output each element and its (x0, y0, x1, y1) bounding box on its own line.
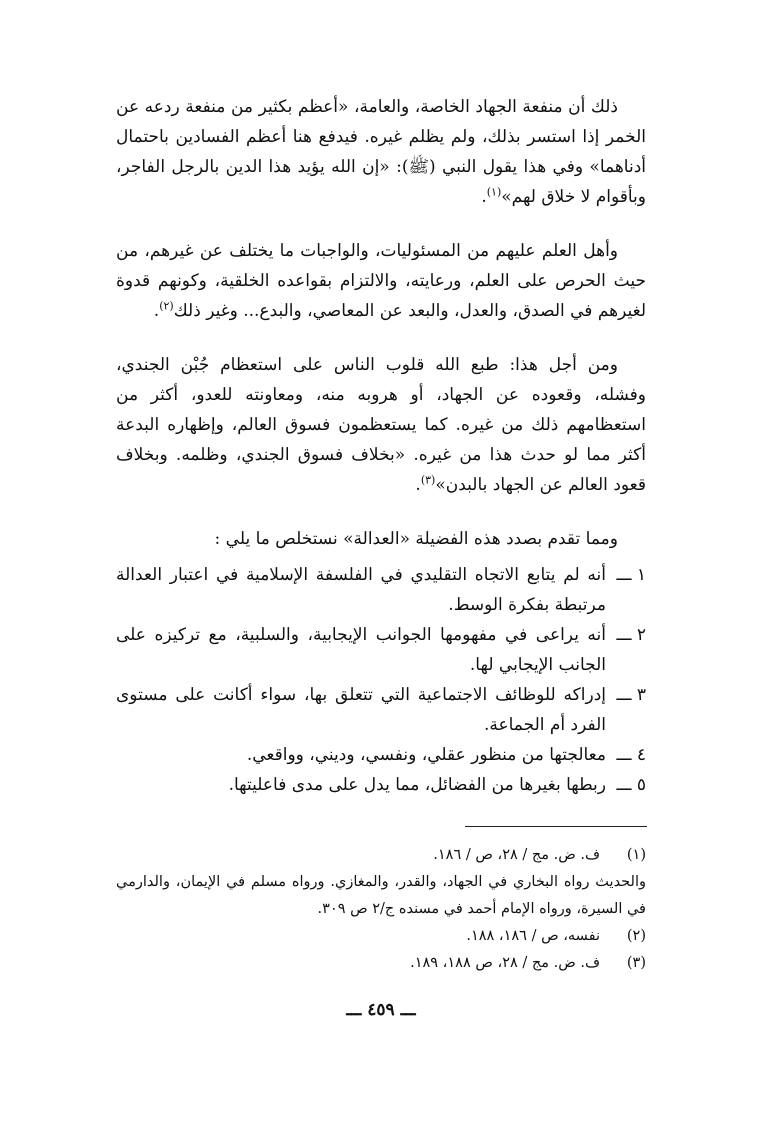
footnote-ref-2: (٢) (159, 299, 174, 313)
list-item (116, 620, 646, 680)
list-item (116, 560, 646, 620)
paragraph-3: ومن أجل هذا: طبع الله قلوب الناس على استعظام جُبْن الجندي، وفشله، وقعوده عن الجهاد، أو هروبه منه، ومعاونته للعدو، أكثر من استعظامهم ذلك من غيره. كما يستعظمون فسوق العالم، وإظهاره البدعة أكثر مما لو حدث هذا من غيره. «بخلاف فسوق الجندي، وظلمه. وبخلاف قعود العالم عن الجهاد بالبدن»$^{(٣)}$. (116, 355, 646, 495)
footnote-2 (116, 923, 646, 950)
footnote-1 (116, 842, 646, 869)
list-item-text: معالجتها من منظور عقلي، ونفسي، وديني، وواقعي. (246, 745, 606, 765)
paragraph-1-text: ذلك أن منفعة الجهاد الخاصة، والعامة، «أعظم بكثير من منفعة ردعه عن الخمر إذا استسر بذلك، ولم يظلم غيره. فيدفع هنا أعظم الفسادين باحتمال أدناهما» وفي هذا يقول النبي (ﷺ): «إن الله يؤيد هذا الدين بالرجل الفاجر، وبأقوام لا خلاق لهم» (116, 97, 646, 207)
list-item-text: إدراكه للوظائف الاجتماعية التي تتعلق بها، سواء أكانت على مستوى الفرد أم الجماعة. (116, 685, 606, 735)
summary-list (116, 560, 646, 800)
list-item (116, 740, 646, 770)
list-item-number: ١ ـــ (616, 565, 646, 585)
list-item-number: ٢ ـــ (616, 625, 646, 645)
footnote-line: نفسه، ص / ١٨٦، ١٨٨. (466, 928, 600, 944)
footnote-1-continuation: والحديث رواه البخاري في الجهاد، والقدر، والمغازي. ورواه مسلم في الإيمان، والدارمي في السيرة، ورواه الإمام أحمد في مسنده ج/٢ ص ٣٠٩. (116, 874, 646, 917)
paragraph-4: ومما تقدم بصدد هذه الفضيلة «العدالة» نستخلص ما يلي : (214, 529, 618, 549)
main-text (116, 92, 646, 800)
footnote-number: (٣) (626, 955, 646, 971)
footnote-ref-3: (٣) (420, 473, 436, 487)
list-item (116, 680, 646, 740)
list-item-text: ربطها بغيرها من الفضائل، مما يدل على مدى فاعليتها. (228, 775, 606, 795)
footnote-3 (116, 950, 646, 977)
footnote-line: ف. ض. مج / ٢٨، ص ١٨٨، ١٨٩. (410, 955, 600, 971)
paragraph-2-text: وأهل العلم عليهم من المسئوليات، والواجبات ما يختلف عن غيرهم، من حيث الحرص على العلم، ورعايته، والالتزام بقواعده الخلقية، وكونهم قدوة لغيرهم في الصدق، والعدل، والبعد عن المعاصي، والبدع... وغير ذلك (116, 241, 646, 321)
list-item (116, 770, 646, 800)
list-item-text: أنه لم يتابع الاتجاه التقليدي في الفلسفة الإسلامية في اعتبار العدالة مرتبطة بفكرة الوسط. (116, 565, 606, 615)
paragraph-2: وأهل العلم عليهم من المسئوليات، والواجبات ما يختلف عن غيرهم، من حيث الحرص على العلم، ورعايته، والالتزام بقواعده الخلقية، وكونهم قدوة لغيرهم في الصدق، والعدل، والبعد عن المعاصي، والبدع... وغير ذلك$^{(٢)}$. (116, 241, 646, 321)
paragraph-3-text: ومن أجل هذا: طبع الله قلوب الناس على استعظام جُبْن الجندي، وفشله، وقعوده عن الجهاد، أو هروبه منه، ومعاونته للعدو، أكثر من استعظامهم ذلك من غيره. كما يستعظمون فسوق العالم، وإظهاره البدعة أكثر مما لو حدث هذا من غيره. «بخلاف فسوق الجندي، وظلمه. وبخلاف قعود العالم عن الجهاد بالبدن» (116, 355, 646, 495)
footnote-number: (٢) (626, 928, 646, 944)
footnotes (116, 842, 646, 977)
footnote-number: (١) (626, 847, 646, 863)
footnote-ref-1: (١) (486, 185, 502, 199)
list-item-number: ٣ ـــ (616, 685, 646, 705)
list-item-number: ٤ ـــ (616, 745, 646, 765)
list-item-text: أنه يراعى في مفهومها الجوانب الإيجابية، والسلبية، مع تركيزه على الجانب الإيجابي لها. (116, 625, 606, 675)
footnote-divider (465, 826, 647, 827)
paragraph-1: ذلك أن منفعة الجهاد الخاصة، والعامة، «أعظم بكثير من منفعة ردعه عن الخمر إذا استسر بذلك، ولم يظلم غيره. فيدفع هنا أعظم الفسادين باحتمال أدناهما» وفي هذا يقول النبي (ﷺ): «إن الله يؤيد هذا الدين بالرجل الفاجر، وبأقوام لا خلاق لهم»$^{(١)}$. (116, 97, 646, 207)
page-number: ـــ ٤٥٩ ـــ (346, 1000, 416, 1020)
list-item-number: ٥ ـــ (616, 775, 646, 795)
footnote-line: ف. ض. مج / ٢٨، ص / ١٨٦. (433, 847, 600, 863)
